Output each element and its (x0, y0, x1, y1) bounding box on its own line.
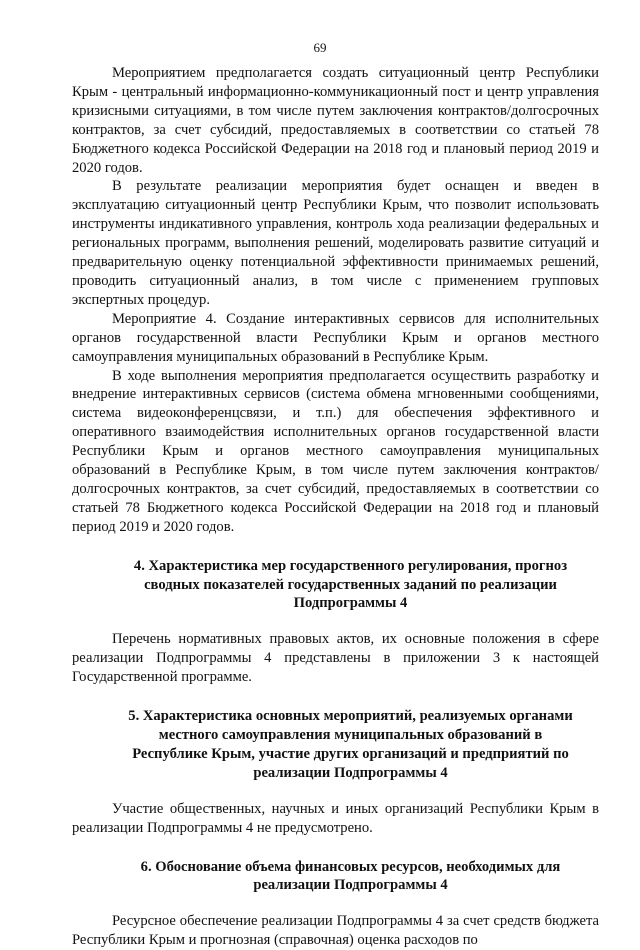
page-number: 69 (313, 40, 327, 55)
section-heading-5: 5. Характеристика основных мероприятий, реализуемых органами местного самоуправления муниципальных образований в Республике Крым, участие других организаций и предприятий по реализации Подпрограммы 4 (128, 708, 573, 781)
document-body (72, 64, 599, 950)
section-text-6: Ресурсное обеспечение реализации Подпрограммы 4 за счет средств бюджета Республики Крым и прогнозная (справочная) оценка расходов по (72, 913, 599, 949)
paragraph-implementation-result: В результате реализации мероприятия будет оснащен и введен в эксплуатацию ситуационный центр Республики Крым, что позволит использовать инструменты индикативного управления, контроль хода реализации федеральных и региональных программ, выполнения решений, моделировать развитие ситуаций и предварительную оценку потенциальной эффективности принимаемых решений, проводить ситуационный анализ, в том числе с применением групповых экспертных процедур. (72, 178, 599, 308)
paragraph-interactive-services: В ходе выполнения мероприятия предполагается осуществить разработку и внедрение интерактивных сервисов (система обмена мгновенными сообщениями, система видеоконференцсвязи, и т.п.) для обеспечения эффективного и оперативного взаимодействия исполнительных органов государственной власти Республики Крым и органов местного самоуправления муниципальных образований в Республике Крым, в том числе путем заключения контрактов/долгосрочных контрактов, за счет субсидий, предоставляемых в соответствии со статьей 78 Бюджетного кодекса Российской Федерации на 2018 год и плановый период 2019 и 2020 годов. (72, 367, 599, 535)
section-text-5: Участие общественных, научных и иных организаций Республики Крым в реализации Подпрограммы 4 не предусмотрено. (72, 800, 599, 836)
section-heading-6: 6. Обоснование объема финансовых ресурсов, необходимых для реализации Подпрограммы 4 (140, 858, 561, 894)
paragraph-measure-4: Мероприятие 4. Создание интерактивных сервисов для исполнительных органов государственной власти Республики Крым и органов местного самоуправления муниципальных образований в Республике Крым. (72, 310, 599, 365)
paragraph-situation-center: Мероприятием предполагается создать ситуационный центр Республики Крым - центральный информационно-коммуникационный пост и центр управления кризисными ситуациями, в том числе путем заключения контрактов/долгосрочных контрактов, за счет субсидий, предоставляемых в соответствии со статьей 78 Бюджетного кодекса Российской Федерации на 2018 год и плановый период 2019 и 2020 годов. (72, 65, 599, 176)
section-heading-4: 4. Характеристика мер государственного регулирования, прогноз сводных показателей государственных заданий по реализации Подпрограммы 4 (133, 557, 568, 612)
section-text-4: Перечень нормативных правовых актов, их основные положения в сфере реализации Подпрограммы 4 представлены в приложении 3 к настоящей Государственной программе. (72, 631, 599, 686)
